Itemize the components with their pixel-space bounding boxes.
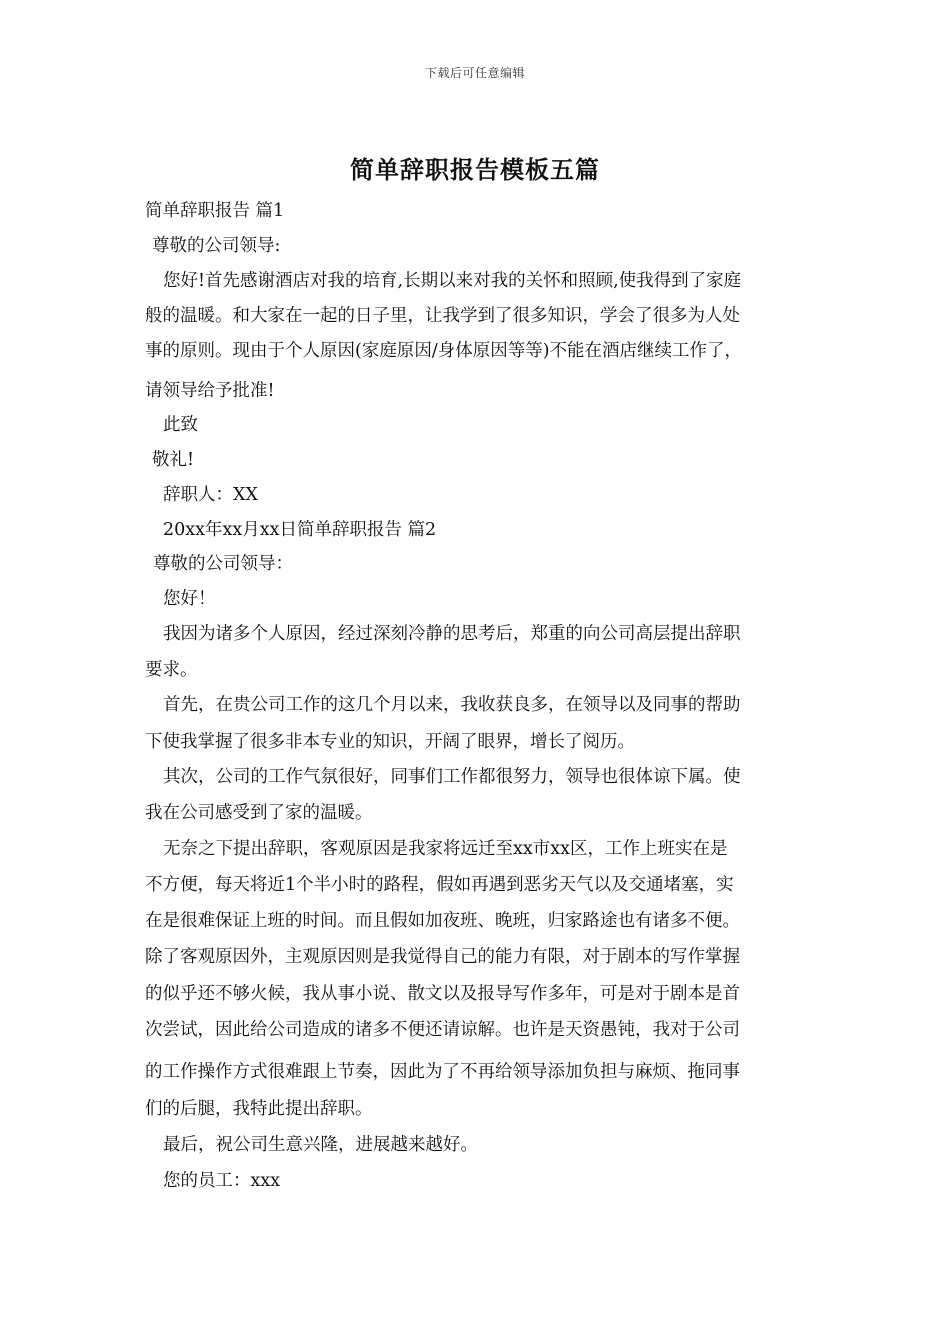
closing-wish: 最后，祝公司生意兴隆，进展越来越好。 — [163, 1135, 478, 1155]
document-title: 简单辞职报告模板五篇 — [350, 155, 600, 184]
paragraph-line: 次尝试，因此给公司造成的诸多不便还请谅解。也许是天资愚钝，我对于公司 — [145, 1020, 740, 1040]
paragraph-line: 首先，在贵公司工作的这几个月以来，我收获良多，在领导以及同事的帮助 — [163, 695, 741, 715]
paragraph-line: 般的温暖。和大家在一起的日子里，让我学到了很多知识，学会了很多为人处 — [145, 306, 740, 326]
paragraph-line: 在是很难保证上班的时间。而且假如加夜班、晚班，归家路途也有诸多不便。 — [145, 911, 740, 931]
paragraph-line: 事的原则。现由于个人原因(家庭原因/身体原因等等)不能在酒店继续工作了， — [145, 341, 743, 361]
salutation-2: 尊敬的公司领导： — [153, 554, 293, 574]
paragraph-line: 要求。 — [145, 660, 198, 680]
header-note: 下载后可任意编辑 — [424, 66, 525, 80]
paragraph-line: 请领导给予批准! — [145, 381, 275, 401]
paragraph-line: 我在公司感受到了家的温暖。 — [145, 803, 373, 823]
paragraph-line: 的似乎还不够火候，我从事小说、散文以及报导写作多年，可是对于剧本是首 — [145, 984, 740, 1004]
greeting-line: 您好！ — [163, 589, 216, 609]
salutation-1: 尊敬的公司领导: — [152, 236, 281, 256]
closing-line: 敬礼! — [152, 450, 195, 470]
signature-line: 您的员工：xxx — [163, 1171, 281, 1191]
signature-line: 辞职人：XX — [163, 485, 258, 505]
paragraph-line: 下使我掌握了很多非本专业的知识，开阔了眼界，增长了阅历。 — [145, 732, 635, 752]
date-and-section-heading-2: 20xx年xx月xx日简单辞职报告 篇2 — [163, 520, 437, 540]
paragraph-line: 的工作操作方式很难跟上节奏，因此为了不再给领导添加负担与麻烦、拖同事 — [145, 1062, 740, 1082]
paragraph-line: 们的后腿，我特此提出辞职。 — [145, 1099, 373, 1119]
paragraph-line: 无奈之下提出辞职，客观原因是我家将远迁至xx市xx区，工作上班实在是 — [163, 839, 728, 859]
paragraph-line: 我因为诸多个人原因，经过深刻冷静的思考后，郑重的向公司高层提出辞职 — [163, 624, 741, 644]
paragraph-line: 不方便，每天将近1个半小时的路程，假如再遇到恶劣天气以及交通堵塞，实 — [145, 875, 734, 895]
paragraph-line: 您好!首先感谢酒店对我的培育,长期以来对我的关怀和照顾,使我得到了家庭 — [163, 271, 742, 291]
section-heading-1: 简单辞职报告 篇1 — [145, 201, 285, 221]
closing-line: 此致 — [163, 415, 198, 435]
paragraph-line: 除了客观原因外，主观原因则是我觉得自己的能力有限，对于剧本的写作掌握 — [145, 947, 740, 967]
paragraph-line: 其次，公司的工作气氛很好，同事们工作都很努力，领导也很体谅下属。使 — [163, 767, 741, 787]
